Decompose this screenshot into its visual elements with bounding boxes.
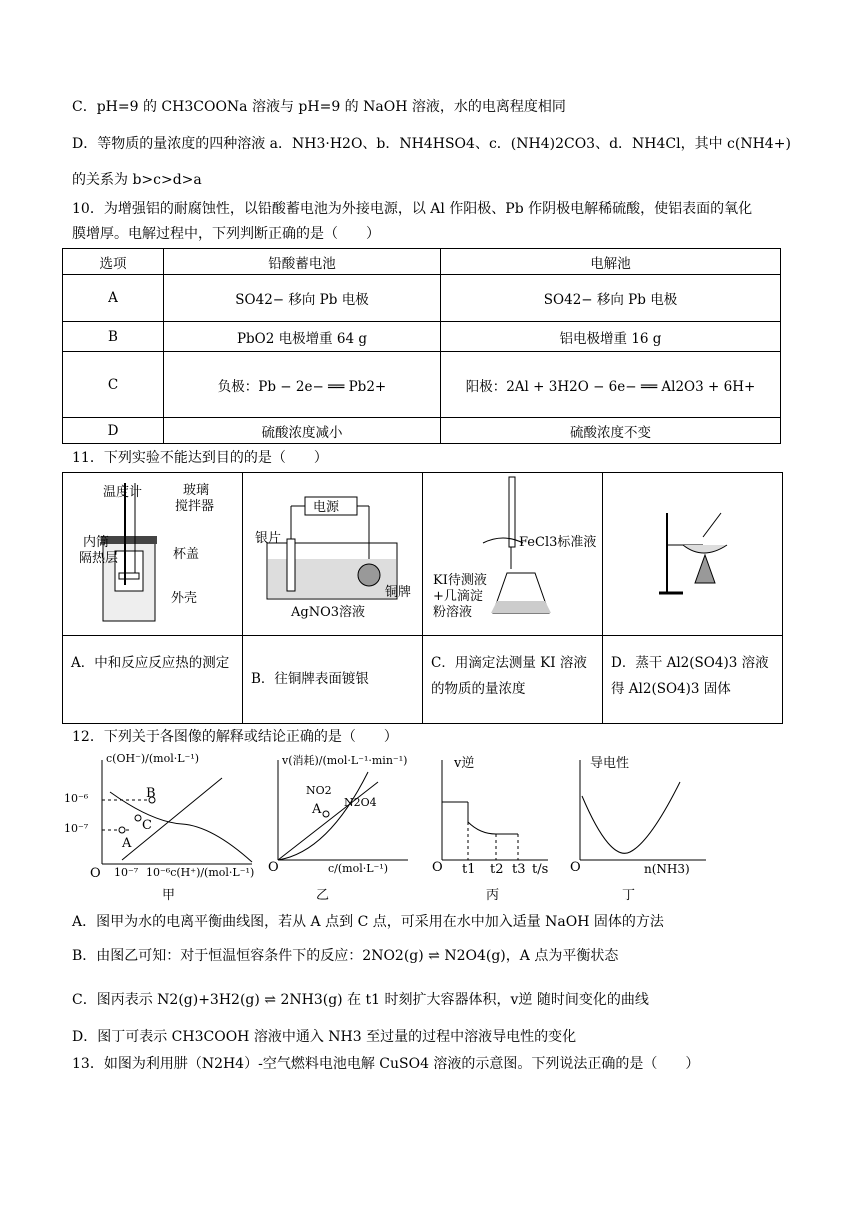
fig-a-label-shell: 外壳 bbox=[171, 591, 198, 606]
q9-option-c: C．pH=9 的 CH3COONa 溶液与 pH=9 的 NaOH 溶液，水的电离程度相同 bbox=[72, 99, 566, 115]
q10-row-d-battery: 硫酸浓度减小 bbox=[164, 418, 441, 444]
q11-fig-c bbox=[423, 473, 603, 636]
fig-a-label-glass: 玻璃 bbox=[183, 483, 210, 498]
yi-origin: O bbox=[268, 860, 279, 875]
fig-b-label-power: 电源 bbox=[313, 500, 340, 515]
yi-xlabel: c/(mol·L⁻¹) bbox=[328, 862, 389, 875]
jia-point-b: B bbox=[146, 786, 156, 801]
q10-row-d-label: D bbox=[63, 418, 164, 444]
jia-ylabel: c(OH⁻)/(mol·L⁻¹) bbox=[106, 752, 200, 765]
jia-name: 甲 bbox=[162, 888, 176, 903]
fig-b-label-copper: 铜牌 bbox=[385, 585, 412, 600]
q10-header-battery: 铅酸蓄电池 bbox=[164, 249, 441, 275]
yi-ylabel: v(消耗)/(mol·L⁻¹·min⁻¹) bbox=[282, 754, 408, 767]
fig-a-label-lid: 杯盖 bbox=[173, 547, 200, 562]
q10-row-a-battery: SO42− 移向 Pb 电极 bbox=[164, 275, 441, 322]
fig-b-label-silver: 银片 bbox=[255, 531, 282, 546]
yi-name: 乙 bbox=[316, 888, 330, 903]
bing-xtick-3: t3 bbox=[512, 862, 526, 877]
q12-option-b: B．由图乙可知：对于恒温恒容条件下的反应：2NO2(g) ⇌ N2O4(g)，A 点为平衡状态 bbox=[72, 948, 619, 964]
fig-c-label-ki: KI待测液 bbox=[433, 573, 487, 588]
q12-option-d: D．图丁可表示 CH3COOH 溶液中通入 NH3 至过量的过程中溶液导电性的变化 bbox=[72, 1029, 577, 1045]
q11-fig-b bbox=[243, 473, 423, 636]
q11-option-c: C．用滴定法测量 KI 溶液的物质的量浓度 bbox=[431, 655, 587, 697]
jia-point-c: C bbox=[142, 818, 152, 833]
graph-bing bbox=[432, 752, 562, 902]
jia-ytick-2: 10⁻⁷ bbox=[64, 822, 89, 835]
graph-yi bbox=[268, 752, 428, 902]
q12-option-a: A．图甲为水的电离平衡曲线图，若从 A 点到 C 点，可采用在水中加入适量 NaOH 固体的方法 bbox=[72, 914, 664, 930]
q11-fig-a bbox=[63, 473, 243, 636]
fig-a-label-insulation: 隔热层 bbox=[79, 551, 119, 566]
q11-option-a: A．中和反应反应热的测定 bbox=[71, 655, 230, 671]
q13-stem: 13．如图为利用肼（N2H4）-空气燃料电池电解 CuSO4 溶液的示意图。下列说法正确的是（ ） bbox=[72, 1056, 700, 1072]
q11-stem: 11．下列实验不能达到目的的是（ ） bbox=[72, 450, 328, 466]
bing-name: 丙 bbox=[486, 888, 500, 903]
fig-a-label-thermometer: 温度计 bbox=[103, 485, 143, 500]
q10-row-b-battery: PbO2 电极增重 64 g bbox=[164, 322, 441, 352]
bing-xtick-2: t2 bbox=[490, 862, 504, 877]
q11-option-c-cell bbox=[423, 636, 603, 724]
q11-option-b-cell bbox=[243, 636, 423, 724]
q11-table bbox=[62, 472, 783, 724]
evaporation-diagram bbox=[603, 473, 782, 631]
q10-row-b-cell: 铝电极增重 16 g bbox=[441, 322, 781, 352]
q12-stem: 12．下列关于各图像的解释或结论正确的是（ ） bbox=[72, 729, 398, 745]
bing-ylabel: v逆 bbox=[454, 756, 475, 771]
q9-option-d-line2: 的关系为 b>c>d>a bbox=[72, 172, 202, 188]
q9-option-d-line1: D．等物质的量浓度的四种溶液 a．NH3·H2O、b．NH4HSO4、c．(NH4)2CO3、d．NH4Cl，其中 c(NH4+) bbox=[72, 136, 791, 152]
fig-c-label-starch2: 粉溶液 bbox=[433, 605, 473, 620]
q10-row-a-cell: SO42− 移向 Pb 电极 bbox=[441, 275, 781, 322]
q10-row-a-label: A bbox=[63, 275, 164, 322]
jia-xlabel: 10⁻⁶c(H⁺)/(mol·L⁻¹) bbox=[146, 866, 255, 879]
q10-header-option: 选项 bbox=[63, 249, 164, 275]
q10-row-b-label: B bbox=[63, 322, 164, 352]
graph-jia bbox=[62, 752, 262, 902]
q10-stem-line1: 10．为增强铝的耐腐蚀性，以铅酸蓄电池为外接电源，以 Al 作阳极、Pb 作阴极电解稀硫酸，使铝表面的氧化 bbox=[72, 201, 753, 217]
q10-row-c-cell: 阳极：2Al + 3H2O − 6e− ══ Al2O3 + 6H+ bbox=[441, 352, 781, 418]
jia-point-a: A bbox=[122, 836, 132, 851]
q10-table bbox=[62, 248, 781, 444]
q11-fig-d bbox=[603, 473, 783, 636]
graph-ding bbox=[570, 752, 720, 902]
q11-option-d-cell bbox=[603, 636, 783, 724]
jia-ytick-1: 10⁻⁶ bbox=[64, 792, 89, 805]
ding-xlabel: n(NH3) bbox=[644, 862, 690, 876]
q10-row-c-battery: 负极：Pb − 2e− ══ Pb2+ bbox=[164, 352, 441, 418]
ding-name: 丁 bbox=[622, 888, 636, 903]
bing-xlabel: t/s bbox=[532, 862, 549, 877]
bing-origin: O bbox=[432, 860, 443, 875]
fig-c-label-starch1: +几滴淀 bbox=[433, 589, 483, 604]
fig-c-label-fecl3: FeCl3标准液 bbox=[519, 535, 597, 550]
jia-origin: O bbox=[90, 866, 101, 881]
ding-ylabel: 导电性 bbox=[590, 756, 630, 771]
yi-point-a: A bbox=[312, 802, 322, 817]
fig-b-label-agno3: AgNO3溶液 bbox=[291, 605, 366, 620]
jia-xtick: 10⁻⁷ bbox=[114, 866, 139, 879]
ding-origin: O bbox=[570, 860, 581, 875]
bing-xtick-1: t1 bbox=[462, 862, 476, 877]
q12-option-c: C．图丙表示 N2(g)+3H2(g) ⇌ 2NH3(g) 在 t1 时刻扩大容器体积，v逆 随时间变化的曲线 bbox=[72, 992, 649, 1008]
q11-option-b: B．往铜牌表面镀银 bbox=[251, 671, 369, 687]
q10-row-d-cell: 硫酸浓度不变 bbox=[441, 418, 781, 444]
q10-header-cell: 电解池 bbox=[441, 249, 781, 275]
q11-option-d: D．蒸干 Al2(SO4)3 溶液得 Al2(SO4)3 固体 bbox=[611, 655, 769, 697]
yi-curve-n2o4: N2O4 bbox=[344, 796, 377, 809]
q10-row-c-label: C bbox=[63, 352, 164, 418]
q11-option-a-cell bbox=[63, 636, 243, 724]
fig-a-label-inner: 内筒 bbox=[83, 535, 110, 550]
q10-stem-line2: 膜增厚。电解过程中，下列判断正确的是（ ） bbox=[72, 226, 380, 242]
yi-curve-no2: NO2 bbox=[306, 784, 332, 797]
fig-a-label-stirrer: 搅拌器 bbox=[175, 499, 215, 514]
